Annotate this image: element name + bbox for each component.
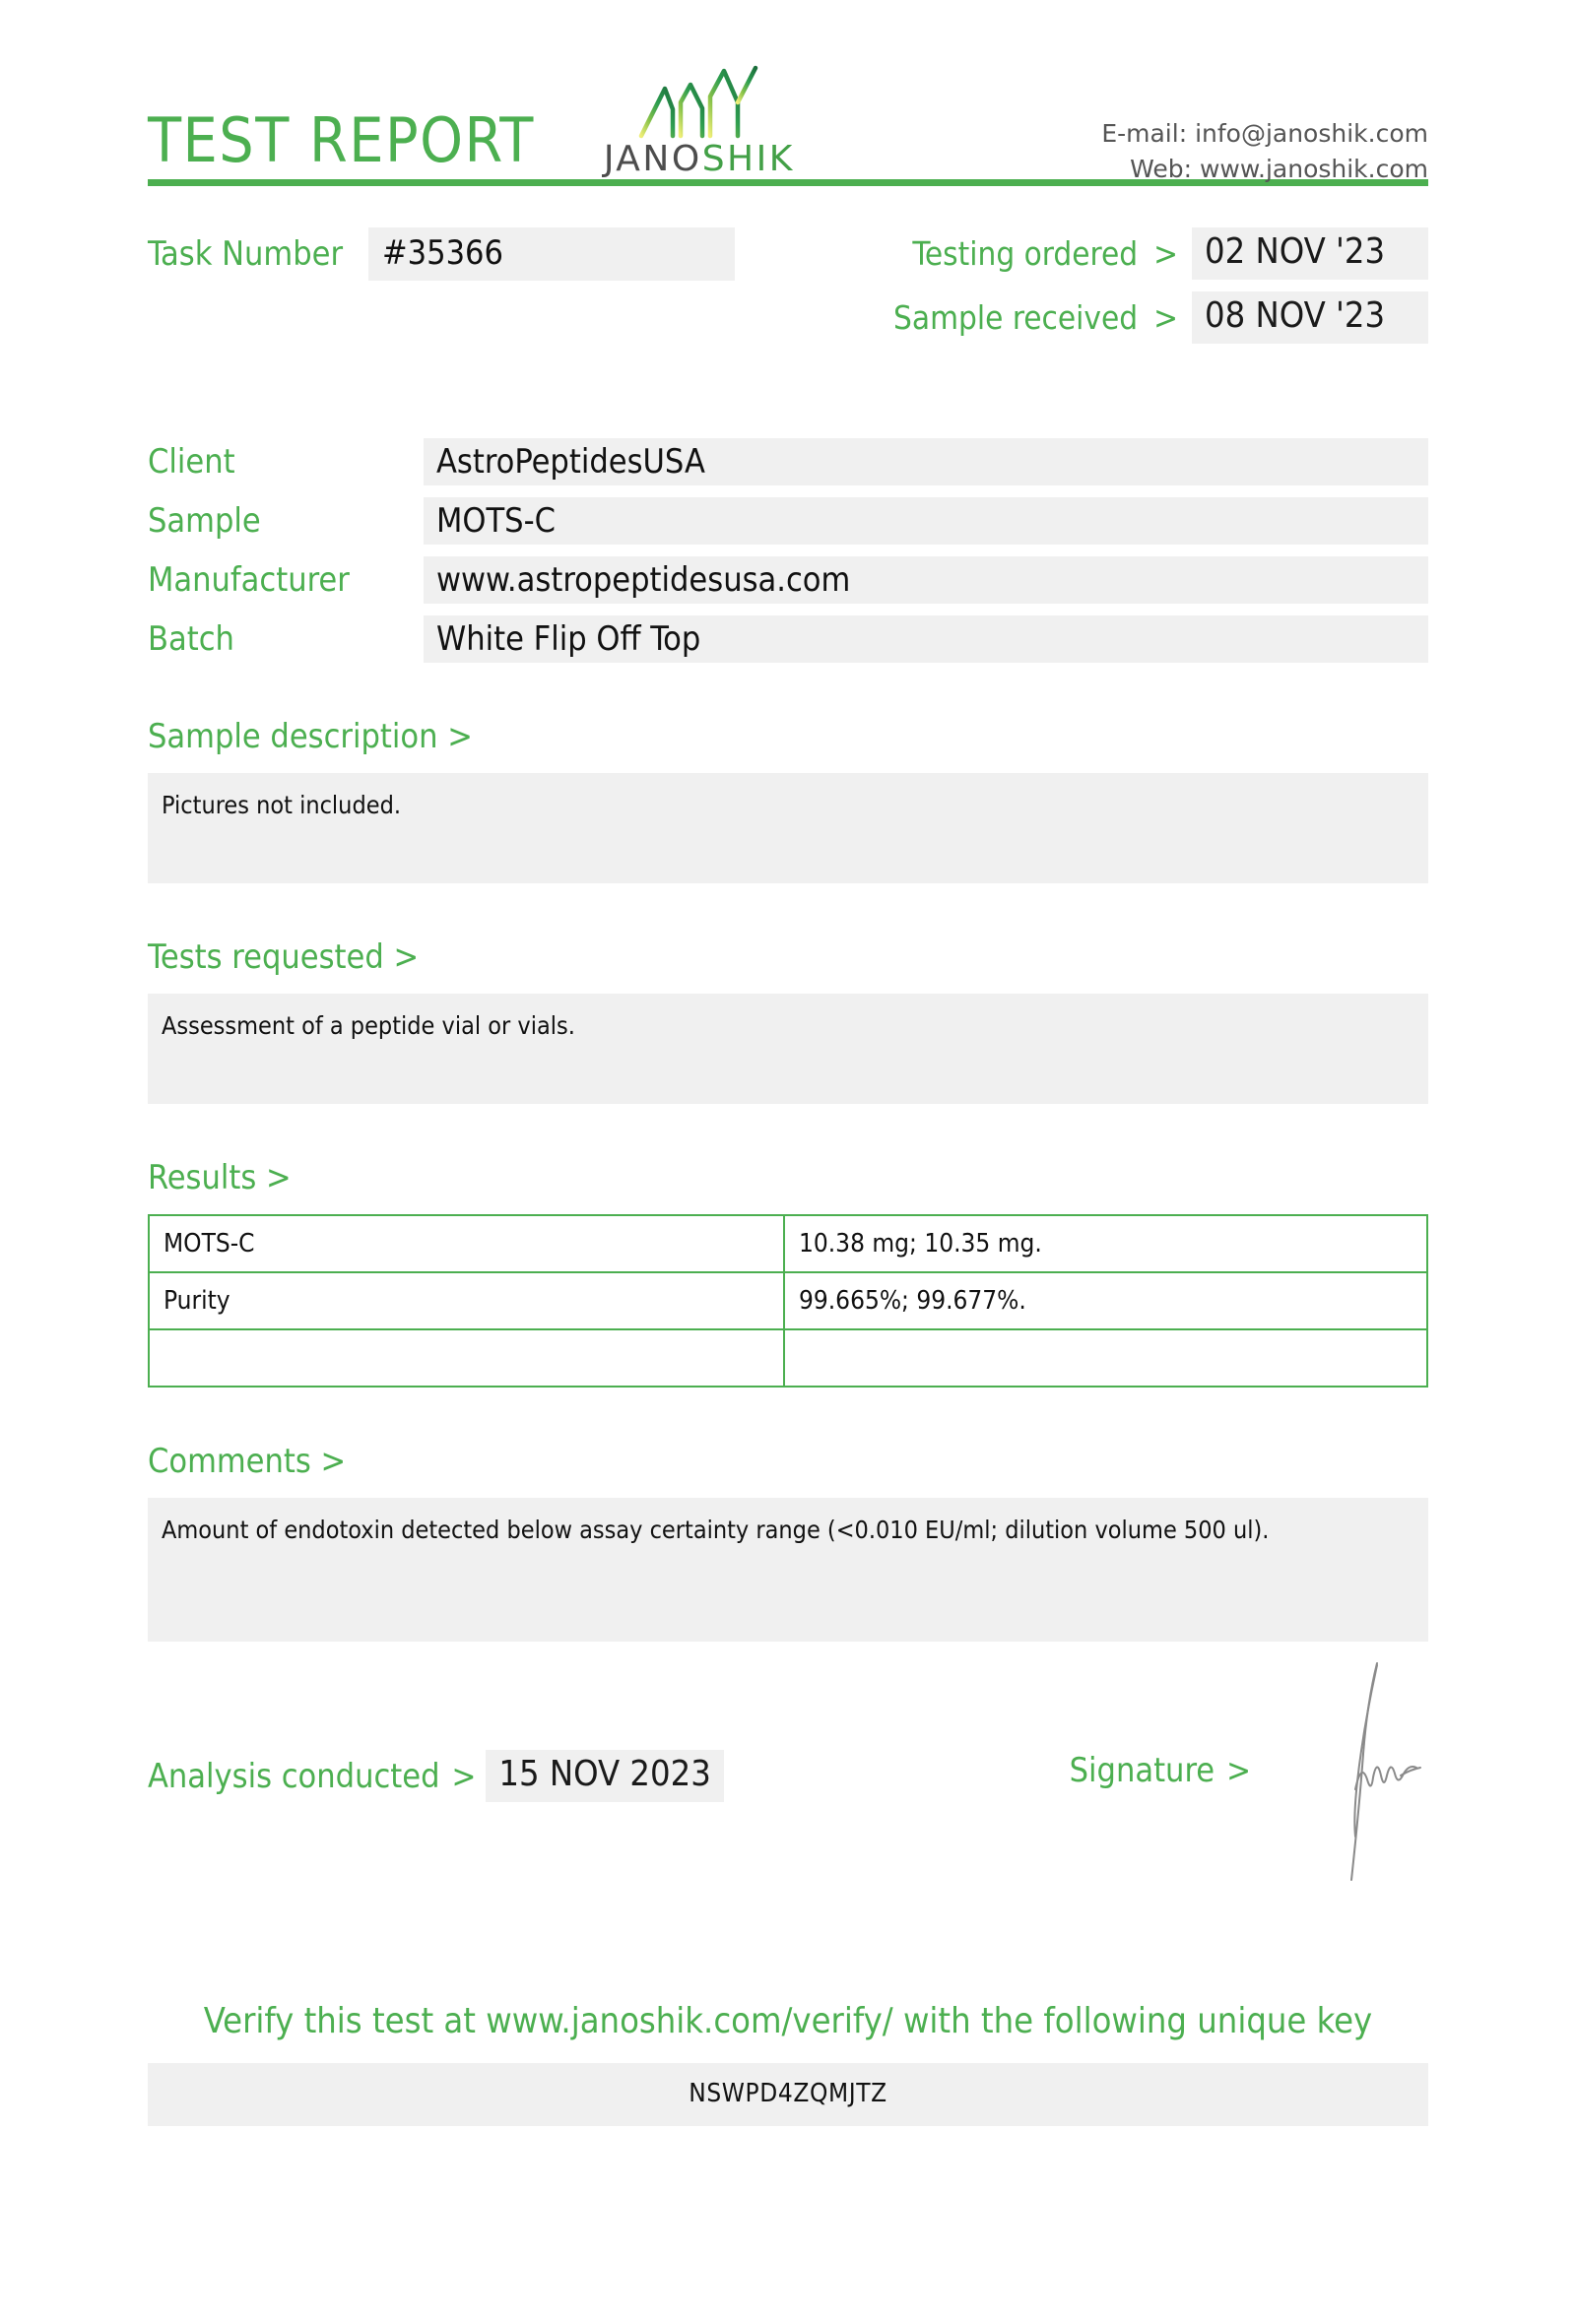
sample-description-section: [148, 717, 1428, 883]
chevron-right-icon: >: [451, 1757, 477, 1795]
result-name: [149, 1329, 784, 1387]
info-row: [148, 438, 1428, 485]
janoshik-logo: [604, 63, 795, 177]
chevron-right-icon: >: [1153, 298, 1178, 337]
task-number-value: #35366: [368, 227, 735, 281]
testing-ordered-value: 02 NOV '23: [1192, 227, 1428, 280]
testing-ordered-label: Testing ordered: [912, 234, 1139, 273]
analysis-signature-row: [148, 1750, 1428, 1886]
signature-label: Signature: [1069, 1751, 1215, 1790]
logo-wordmark: [603, 139, 795, 179]
verify-instructions: Verify this test at www.janoshik.com/verify/ with the following unique key: [203, 2001, 1373, 2041]
chevron-right-icon: >: [1153, 234, 1178, 273]
task-number-label: Task Number: [148, 234, 344, 274]
results-heading: Results >: [148, 1158, 292, 1197]
analysis-conducted-group: [148, 1750, 724, 1802]
info-row: [148, 497, 1428, 545]
info-value-batch: White Flip Off Top: [424, 615, 1428, 663]
result-name: Purity: [149, 1272, 784, 1329]
sample-info-table: [148, 438, 1428, 663]
result-value: [784, 1329, 1427, 1387]
comments-heading: Comments >: [148, 1442, 347, 1481]
info-value-manufacturer: www.astropeptidesusa.com: [424, 556, 1428, 604]
chevron-right-icon: >: [1226, 1751, 1251, 1789]
info-label-client: Client: [148, 442, 235, 482]
title-block: [148, 95, 535, 176]
sample-received-label: Sample received: [893, 298, 1139, 337]
results-table: [148, 1214, 1428, 1388]
comments-section: [148, 1442, 1428, 1642]
info-value-client: AstroPeptidesUSA: [424, 438, 1428, 485]
results-section: [148, 1158, 1428, 1388]
result-value: 99.665%; 99.677%.: [784, 1272, 1427, 1329]
comments-text: Amount of endotoxin detected below assay certainty range (<0.010 EU/ml; dilution volume 500 ul).: [148, 1498, 1428, 1642]
tests-requested-heading: Tests requested >: [148, 937, 420, 977]
logo-word-jano: JANO: [603, 139, 702, 179]
unique-key-value: NSWPD4ZQMJTZ: [148, 2063, 1428, 2126]
table-row: [149, 1329, 1427, 1387]
date-group: [893, 227, 1428, 344]
info-value-sample: MOTS-C: [424, 497, 1428, 545]
page-title: TEST REPORT: [148, 104, 535, 176]
signature-mark: [1290, 1659, 1428, 1886]
task-and-dates: [148, 227, 1428, 344]
info-label-sample: Sample: [148, 501, 261, 541]
result-value: 10.38 mg; 10.35 mg.: [784, 1215, 1427, 1272]
info-row: [148, 556, 1428, 604]
info-row: [148, 615, 1428, 663]
sample-description-heading: Sample description >: [148, 717, 473, 756]
task-number-group: [148, 227, 735, 281]
report-header: [148, 0, 1428, 184]
sample-received-row: [893, 291, 1428, 344]
logo-word-shik: SHIK: [701, 139, 795, 179]
signature-group: [1069, 1751, 1428, 1886]
result-name: MOTS-C: [149, 1215, 784, 1272]
table-row: [149, 1215, 1427, 1272]
info-label-manufacturer: Manufacturer: [148, 560, 350, 600]
testing-ordered-row: [893, 227, 1428, 280]
table-row: [149, 1272, 1427, 1329]
info-label-batch: Batch: [148, 619, 234, 659]
logo-peaks-icon: [635, 63, 763, 140]
sample-description-text: Pictures not included.: [148, 773, 1428, 883]
contact-info: [795, 95, 1428, 188]
tests-requested-text: Assessment of a peptide vial or vials.: [148, 994, 1428, 1104]
sample-received-value: 08 NOV '23: [1192, 291, 1428, 344]
contact-email: E-mail: info@janoshik.com: [1101, 119, 1428, 148]
analysis-conducted-label: Analysis conducted: [148, 1756, 440, 1796]
analysis-conducted-date: 15 NOV 2023: [486, 1750, 723, 1802]
tests-requested-section: [148, 937, 1428, 1104]
contact-web: Web: www.janoshik.com: [1130, 155, 1428, 184]
